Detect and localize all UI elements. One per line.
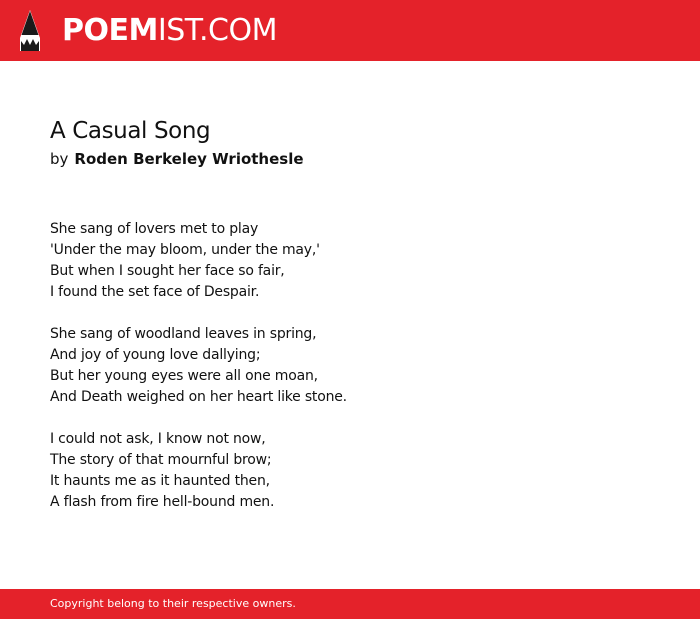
site-footer	[0, 589, 700, 619]
poem-title: A Casual Song	[50, 118, 211, 144]
stanza	[50, 324, 347, 408]
poem-line: But when I sought her face so fair,	[50, 263, 285, 279]
byline	[50, 149, 304, 169]
stanza	[50, 429, 347, 513]
poem-line: 'Under the may bloom, under the may,'	[50, 242, 320, 258]
byline-prefix: by	[50, 150, 69, 168]
poem-line: And joy of young love dallying;	[50, 347, 261, 363]
poem-line: A flash from fire hell-bound men.	[50, 494, 275, 510]
pencil-tip-icon[interactable]	[18, 10, 42, 52]
logo-light-text: IST.COM	[157, 13, 277, 48]
poem-line: She sang of lovers met to play	[50, 221, 259, 237]
poem-line: The story of that mournful brow;	[50, 452, 272, 468]
site-logo[interactable]	[62, 12, 277, 50]
poem-line: I could not ask, I know not now,	[50, 431, 266, 447]
poem-line: And Death weighed on her heart like stone.	[50, 389, 347, 405]
logo-bold-text: POEM	[62, 13, 158, 48]
copyright-text: Copyright belong to their respective owners.	[50, 597, 296, 610]
poem-line: But her young eyes were all one moan,	[50, 368, 318, 384]
author-name: Roden Berkeley Wriothesle	[74, 150, 304, 168]
site-header	[0, 0, 700, 61]
poem-line: I found the set face of Despair.	[50, 284, 260, 300]
poem-body	[50, 219, 347, 534]
poem-line: It haunts me as it haunted then,	[50, 473, 270, 489]
poem-line: She sang of woodland leaves in spring,	[50, 326, 317, 342]
stanza	[50, 219, 347, 303]
